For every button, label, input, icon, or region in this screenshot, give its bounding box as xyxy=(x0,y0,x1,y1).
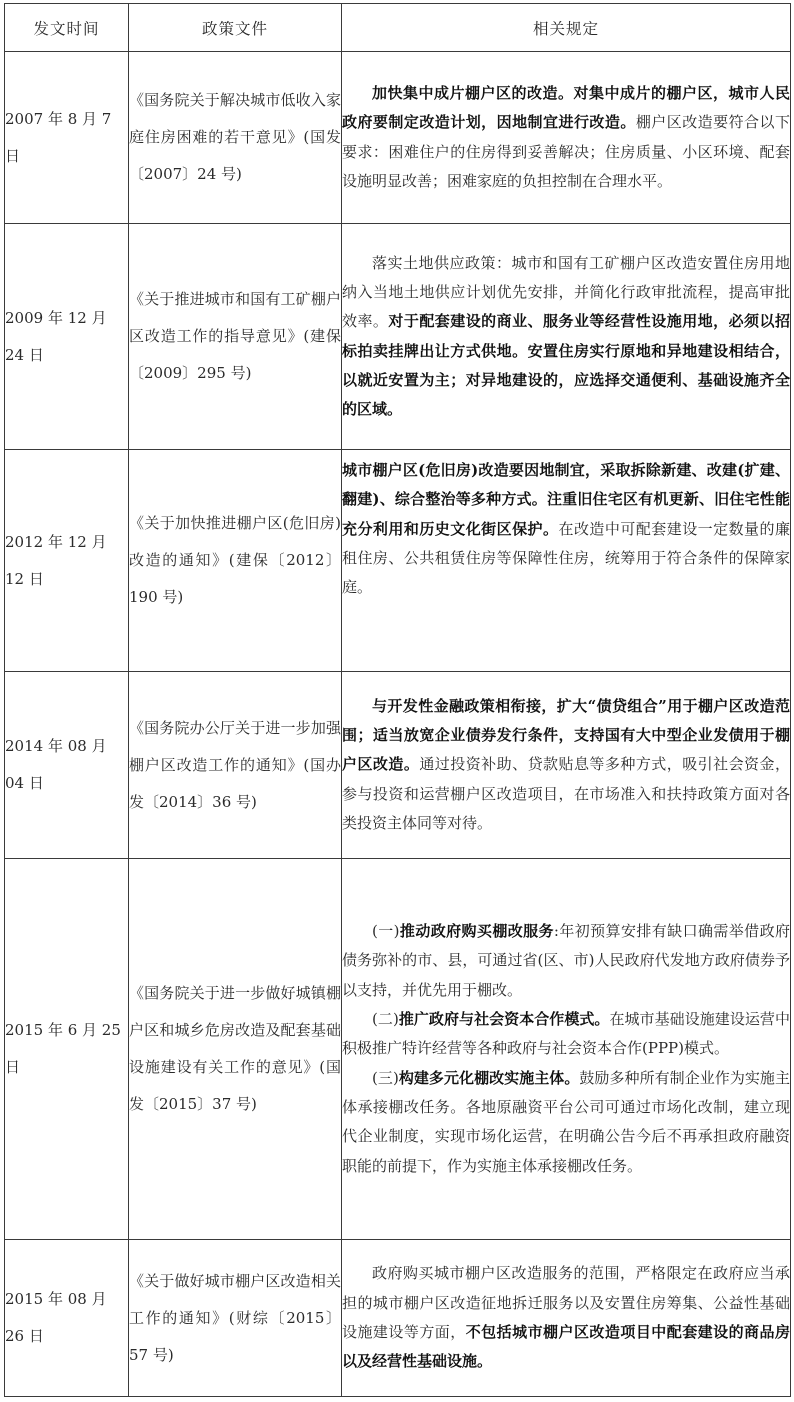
policy-document: 《国务院关于解决城市低收入家庭住房困难的若干意见》(国发〔2007〕24 号) xyxy=(129,52,342,224)
policy-provision xyxy=(342,672,791,859)
provision-text: 鼓励多种所有制企业作为实施主体承接棚改任务。各地原融资平台公司可通过市场化改制，建立现代企业制度，实现市场化运营，在明确公告今后不再承担政府融资职能的前提下，作为实施主体承接棚改任务。 xyxy=(342,1068,790,1175)
provision-item-3 xyxy=(342,1064,790,1181)
provision-text: 在改造中可配套建设一定数量的廉租住房、公共租赁住房等保障性住房，统筹用于符合条件的保障家庭。 xyxy=(342,519,790,597)
header-doc: 政策文件 xyxy=(129,4,342,52)
policy-table-container xyxy=(4,3,790,1397)
provision-text: 落实土地供应政策：城市和国有工矿棚户区改造安置住房用地纳入当地土地供应计划优先安排，并简化行政审批流程，提高审批效率。 xyxy=(342,253,790,331)
provision-emphasis: 推广政府与社会资本合作模式。 xyxy=(398,1010,610,1029)
provision-emphasis: 与开发性金融政策相衔接，扩大“债贷组合”用于棚户区改造范围；适当放宽企业债券发行条件，支持国有大中型企业发债用于棚户区改造。 xyxy=(342,696,790,774)
issue-date: 2007 年 8 月 7 日 xyxy=(5,52,129,224)
issue-date: 2009 年 12 月 24 日 xyxy=(5,224,129,450)
policy-document: 《关于加快推进棚户区(危旧房)改造的通知》(建保〔2012〕190 号) xyxy=(129,450,342,672)
provision-emphasis: 不包括城市棚户区改造项目中配套建设的商品房以及经营性基础设施。 xyxy=(342,1323,790,1371)
policy-table xyxy=(4,3,791,1397)
policy-document: 《关于推进城市和国有工矿棚户区改造工作的指导意见》(建保〔2009〕295 号) xyxy=(129,224,342,450)
provision-item-1 xyxy=(342,917,790,1005)
header-rule: 相关规定 xyxy=(342,4,791,52)
table-row xyxy=(5,1240,791,1397)
provision-text: 在城市基础设施建设运营中积极推广特许经营等各种政府与社会资本合作(PPP)模式。 xyxy=(342,1010,790,1058)
header-row xyxy=(5,4,791,52)
issue-date: 2015 年 08 月 26 日 xyxy=(5,1240,129,1397)
item-number: (二) xyxy=(372,1010,399,1029)
issue-date: 2015 年 6 月 25 日 xyxy=(5,859,129,1240)
provision-emphasis: 对于配套建设的商业、服务业等经营性设施用地，必须以招标拍卖挂牌出让方式供地。安置住房实行原地和异地建设相结合，以就近安置为主；对异地建设的，应选择交通便利、基础设施齐全的区域。 xyxy=(342,312,790,419)
item-number: (三) xyxy=(372,1068,399,1087)
policy-provision xyxy=(342,224,791,450)
provision-emphasis: 加快集中成片棚户区的改造。对集中成片的棚户区，城市人民政府要制定改造计划，因地制宜进行改造。 xyxy=(342,83,790,132)
provision-text: 通过投资补助、贷款贴息等多种方式，吸引社会资金，参与投资和运营棚户区改造项目，在市场准入和扶持政策方面对各类投资主体同等对待。 xyxy=(342,755,790,832)
issue-date: 2012 年 12 月 12 日 xyxy=(5,450,129,672)
table-row xyxy=(5,672,791,859)
provision-emphasis: 构建多元化棚改实施主体。 xyxy=(398,1068,580,1087)
provision-text: 棚户区改造要符合以下要求：困难住户的住房得到妥善解决；住房质量、小区环境、配套设施明显改善；困难家庭的负担控制在合理水平。 xyxy=(342,113,790,190)
policy-provision xyxy=(342,52,791,224)
provision-emphasis: 推动政府购买棚改服务 xyxy=(399,922,554,941)
policy-provision xyxy=(342,1240,791,1397)
item-number: (一) xyxy=(372,922,400,941)
policy-document: 《国务院关于进一步做好城镇棚户区和城乡危房改造及配套基础设施建设有关工作的意见》(国发〔2015〕37 号) xyxy=(129,859,342,1240)
provision-text: :年初预算安排有缺口确需举借政府债务弥补的市、县，可通过省(区、市)人民政府代发地方政府债券予以支持，并优先用于棚改。 xyxy=(342,922,790,999)
header-date: 发文时间 xyxy=(5,4,129,52)
policy-provision xyxy=(342,450,791,672)
policy-provision xyxy=(342,859,791,1240)
policy-document: 《关于做好城市棚户区改造相关工作的通知》(财综〔2015〕57 号) xyxy=(129,1240,342,1397)
table-row xyxy=(5,450,791,672)
provision-text: 政府购买城市棚户区改造服务的范围，严格限定在政府应当承担的城市棚户区改造征地拆迁服务以及安置住房筹集、公益性基础设施建设等方面， xyxy=(342,1264,790,1341)
table-row xyxy=(5,859,791,1240)
policy-document: 《国务院办公厅关于进一步加强棚户区改造工作的通知》(国办发〔2014〕36 号) xyxy=(129,672,342,859)
issue-date: 2014 年 08 月 04 日 xyxy=(5,672,129,859)
provision-item-2 xyxy=(342,1005,790,1064)
table-row xyxy=(5,52,791,224)
table-row xyxy=(5,224,791,450)
provision-emphasis: 城市棚户区(危旧房)改造要因地制宜，采取拆除新建、改建(扩建、翻建)、综合整治等多种方式。注重旧住宅区有机更新、旧住宅性能充分利用和历史文化街区保护。 xyxy=(342,461,790,538)
